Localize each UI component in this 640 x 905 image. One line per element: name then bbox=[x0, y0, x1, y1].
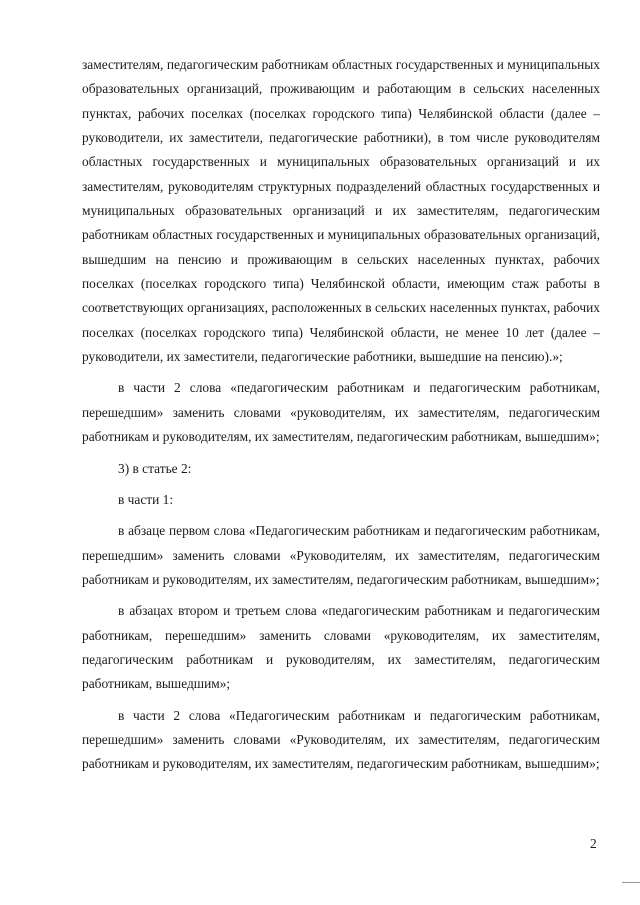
paragraph-continuation: заместителям, педагогическим работникам областных государственных и муниципальных образовательных организаций, проживающим и работающим в сельских населенных пунктах, рабочих поселках (поселках городского типа) Челябинской области (далее – руководители, их заместители, педагогические работники), в том числе руководителям областных государственных и муниципальных образовательных организаций и их заместителям, руководителям структурных подразделений областных государственных и муниципальных образовательных организаций и их заместителям, педагогическим работникам областных государственных и муниципальных образовательных организаций, вышедшим на пенсию и проживающим в сельских населенных пунктах, рабочих поселках (поселках городского типа) Челябинской области, имеющим стаж работы в соответствующих организациях, расположенных в сельских населенных пунктах, рабочих поселках (поселках городского типа) Челябинской области, не менее 10 лет (далее – руководители, их заместители, педагогические работники, вышедшие на пенсию).»; bbox=[82, 57, 600, 365]
scan-edge-line bbox=[622, 882, 640, 883]
page-number: 2 bbox=[590, 836, 597, 851]
paragraph-first-abzac: в абзаце первом слова «Педагогическим работникам и педагогическим работникам, перешедшим» заменить словами «Руководителям, их заместителям, педагогическим работникам и руководителям, их заместителям, педагогическим работникам, вышедшим»; bbox=[82, 523, 600, 587]
paragraph-second-third-abzac: в абзацах втором и третьем слова «педагогическим работникам и педагогическим работникам, перешедшим» заменить словами «руководителям, их заместителям, педагогическим работникам и руководителям, их заместителям, педагогическим работникам, вышедшим»; bbox=[82, 603, 600, 692]
document-body bbox=[82, 53, 600, 784]
paragraph-part2-amendment: в части 2 слова «педагогическим работникам и педагогическим работникам, перешедшим» заменить словами «руководителям, их заместителям, педагогическим работникам и руководителям, их заместителям, педагогическим работникам, вышедшим»; bbox=[82, 380, 600, 445]
paragraph-part1-heading: в части 1: bbox=[118, 491, 174, 507]
paragraph-article2-heading: 3) в статье 2: bbox=[118, 460, 192, 476]
paragraph-part2-final: в части 2 слова «Педагогическим работникам и педагогическим работникам, перешедшим» заменить словами «Руководителям, их заместителям, педагогическим работникам и руководителям, их заместителям, педагогическим работникам, вышедшим»; bbox=[82, 707, 600, 772]
